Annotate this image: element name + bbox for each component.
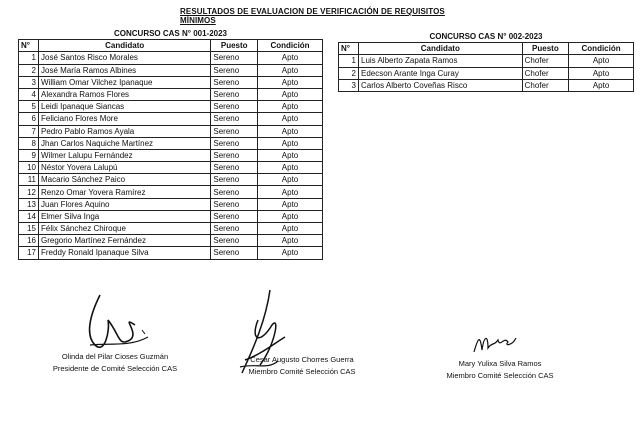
row-number: 15 (19, 223, 39, 235)
row-number: 1 (19, 52, 39, 64)
row-number: 3 (19, 76, 39, 88)
table-caption: CONCURSO CAS N° 001-2023 (19, 28, 323, 40)
table-row (19, 149, 323, 161)
condition-cell: Apto (258, 210, 323, 222)
row-number: 12 (19, 186, 39, 198)
condition-cell: Apto (258, 174, 323, 186)
position-cell: Sereno (211, 247, 258, 259)
position-cell: Chofer (522, 79, 569, 91)
candidate-name: William Omar Vilchez Ipanaque (39, 76, 211, 88)
table-row (19, 52, 323, 64)
signatory-name: Cesar Augusto Chorres Guerra (250, 355, 354, 364)
candidate-name: Pedro Pablo Ramos Ayala (39, 125, 211, 137)
column-header-candidate: Candidato (359, 43, 523, 55)
position-cell: Sereno (211, 113, 258, 125)
table-row (19, 174, 323, 186)
column-header-candidate: Candidato (39, 40, 211, 52)
candidate-name: Feliciano Flores More (39, 113, 211, 125)
candidate-name: Carlos Alberto Coveñas Risco (359, 79, 523, 91)
results-table-cas-002 (338, 31, 634, 92)
candidate-name: Juan Flores Aquino (39, 198, 211, 210)
candidate-name: Jhan Carlos Naquiche Martínez (39, 137, 211, 149)
candidate-name: Alexandra Ramos Flores (39, 88, 211, 100)
position-cell: Sereno (211, 88, 258, 100)
row-number: 4 (19, 88, 39, 100)
page-title: RESULTADOS DE EVALUACION DE VERIFICACIÓN DE REQUISITOS MÍNIMOS (180, 7, 445, 25)
row-number: 13 (19, 198, 39, 210)
signatory-role: Presidente de Comité Selección CAS (52, 364, 178, 373)
table-body (19, 52, 323, 259)
condition-cell: Apto (258, 162, 323, 174)
position-cell: Sereno (211, 186, 258, 198)
table-row (19, 235, 323, 247)
table-row (19, 210, 323, 222)
row-number: 1 (339, 55, 359, 67)
column-header-condition: Condición (258, 40, 323, 52)
row-number: 6 (19, 113, 39, 125)
position-cell: Sereno (211, 235, 258, 247)
condition-cell: Apto (258, 88, 323, 100)
table-row (339, 79, 634, 91)
table-row (19, 101, 323, 113)
signatory-name: Olinda del Pilar Cioses Guzmán (61, 352, 169, 361)
signature-block-member-1 (222, 354, 382, 378)
position-cell: Sereno (211, 137, 258, 149)
position-cell: Chofer (522, 55, 569, 67)
column-header-number: N° (339, 43, 359, 55)
column-header-condition: Condición (569, 43, 634, 55)
condition-cell: Apto (258, 125, 323, 137)
row-number: 9 (19, 149, 39, 161)
row-number: 7 (19, 125, 39, 137)
table-row (19, 247, 323, 259)
row-number: 10 (19, 162, 39, 174)
candidate-name: Macario Sánchez Paico (39, 174, 211, 186)
table-row (19, 76, 323, 88)
condition-cell: Apto (258, 223, 323, 235)
table-row (19, 125, 323, 137)
position-cell: Sereno (211, 52, 258, 64)
condition-cell: Apto (258, 198, 323, 210)
candidate-name: Elmer Silva Inga (39, 210, 211, 222)
position-cell: Sereno (211, 64, 258, 76)
table-row (339, 67, 634, 79)
row-number: 2 (339, 67, 359, 79)
condition-cell: Apto (258, 235, 323, 247)
handwritten-signature-3 (470, 328, 520, 356)
candidate-name: Edecson Arante Inga Curay (359, 67, 523, 79)
candidate-name: Néstor Yovera Lalupú (39, 162, 211, 174)
column-header-number: N° (19, 40, 39, 52)
column-header-position: Puesto (522, 43, 569, 55)
candidate-name: Gregorio Martínez Fernández (39, 235, 211, 247)
row-number: 11 (19, 174, 39, 186)
position-cell: Sereno (211, 76, 258, 88)
position-cell: Sereno (211, 125, 258, 137)
candidate-name: Félix Sánchez Chiroque (39, 223, 211, 235)
candidate-name: José Santos Risco Morales (39, 52, 211, 64)
signatory-role: Miembro Comité Selección CAS (446, 371, 554, 380)
table-row (19, 198, 323, 210)
candidate-name: Wilmer Lalupu Fernández (39, 149, 211, 161)
signature-block-member-2 (420, 358, 580, 382)
condition-cell: Apto (258, 101, 323, 113)
row-number: 17 (19, 247, 39, 259)
signatory-name: Mary Yulixa Silva Ramos (458, 359, 542, 368)
table-row (19, 223, 323, 235)
position-cell: Chofer (522, 67, 569, 79)
position-cell: Sereno (211, 149, 258, 161)
condition-cell: Apto (569, 67, 634, 79)
condition-cell: Apto (569, 55, 634, 67)
row-number: 8 (19, 137, 39, 149)
candidate-name: Renzo Omar Yovera Ramírez (39, 186, 211, 198)
candidate-name: José María Ramos Albines (39, 64, 211, 76)
table-body (339, 55, 634, 92)
results-table-cas-001 (18, 28, 323, 260)
row-number: 16 (19, 235, 39, 247)
condition-cell: Apto (258, 52, 323, 64)
position-cell: Sereno (211, 174, 258, 186)
position-cell: Sereno (211, 223, 258, 235)
condition-cell: Apto (258, 76, 323, 88)
position-cell: Sereno (211, 198, 258, 210)
column-header-position: Puesto (211, 40, 258, 52)
table-row (19, 186, 323, 198)
row-number: 5 (19, 101, 39, 113)
table-row (19, 162, 323, 174)
table-caption: CONCURSO CAS N° 002-2023 (339, 31, 634, 43)
signature-block-president (30, 351, 200, 375)
table-row (339, 55, 634, 67)
condition-cell: Apto (258, 113, 323, 125)
row-number: 2 (19, 64, 39, 76)
table-row (19, 88, 323, 100)
condition-cell: Apto (258, 186, 323, 198)
condition-cell: Apto (258, 247, 323, 259)
position-cell: Sereno (211, 101, 258, 113)
condition-cell: Apto (569, 79, 634, 91)
table-row (19, 137, 323, 149)
candidate-name: Freddy Ronald Ipanaque Silva (39, 247, 211, 259)
table-row (19, 64, 323, 76)
row-number: 3 (339, 79, 359, 91)
table-row (19, 113, 323, 125)
row-number: 14 (19, 210, 39, 222)
position-cell: Sereno (211, 210, 258, 222)
signatory-role: Miembro Comité Selección CAS (248, 367, 356, 376)
condition-cell: Apto (258, 137, 323, 149)
condition-cell: Apto (258, 149, 323, 161)
candidate-name: Luis Alberto Zapata Ramos (359, 55, 523, 67)
condition-cell: Apto (258, 64, 323, 76)
position-cell: Sereno (211, 162, 258, 174)
candidate-name: Leidi Ipanaque Siancas (39, 101, 211, 113)
